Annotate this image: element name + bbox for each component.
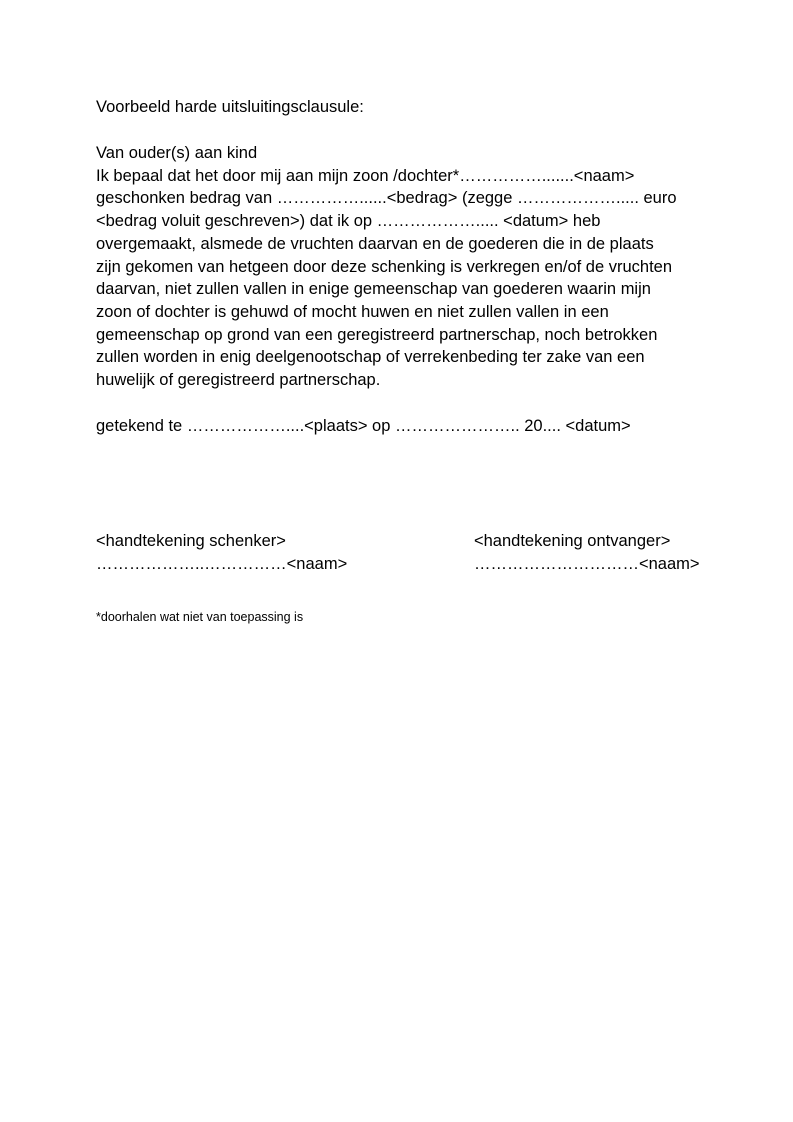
clause-line: gemeenschap op grond van een geregistreerd partnerschap, noch betrokken [96, 325, 658, 344]
clause-body [96, 142, 716, 392]
clause-line: Ik bepaal dat het door mij aan mijn zoon /dochter*…………….......<naam> [96, 166, 635, 185]
clause-line: Van ouder(s) aan kind [96, 144, 258, 162]
clause-line: daarvan, niet zullen vallen in enige gemeenschap van goederen waarin mijn [96, 280, 651, 299]
clause-line: zoon of dochter is gehuwd of mocht huwen en niet zullen vallen in een [96, 302, 609, 321]
clause-line: geschonken bedrag van ……………......<bedrag> (zegge ………………..... euro [96, 189, 677, 208]
signature-name-line-donor: ………………..……………<naam> [96, 554, 348, 573]
signature-block-donor [96, 530, 347, 575]
clause-line: <bedrag voluit geschreven>) dat ik op ………………..... <datum> heb [96, 212, 601, 231]
clause-line: huwelijk of geregistreerd partnerschap. [96, 371, 381, 390]
clause-line: zijn gekomen van hetgeen door deze schenking is verkregen en/of de vruchten [96, 257, 673, 276]
signature-name-line-recipient: …………………………<naam> [474, 554, 700, 573]
clause-line: overgemaakt, alsmede de vruchten daarvan en de goederen die in de plaats [96, 234, 654, 253]
footnote: *doorhalen wat niet van toepassing is [96, 610, 304, 624]
clause-line: zullen worden in enig deelgenootschap of verrekenbeding ter zake van een [96, 348, 645, 367]
signed-place-date-line: getekend te ………………....<plaats> op ………………….. 20.... <datum> [96, 417, 631, 435]
signature-block-recipient [474, 530, 700, 575]
signature-label-recipient: <handtekening ontvanger> [474, 532, 671, 550]
document-heading: Voorbeeld harde uitsluitingsclausule: [96, 98, 364, 116]
signature-label-donor: <handtekening schenker> [96, 532, 286, 550]
